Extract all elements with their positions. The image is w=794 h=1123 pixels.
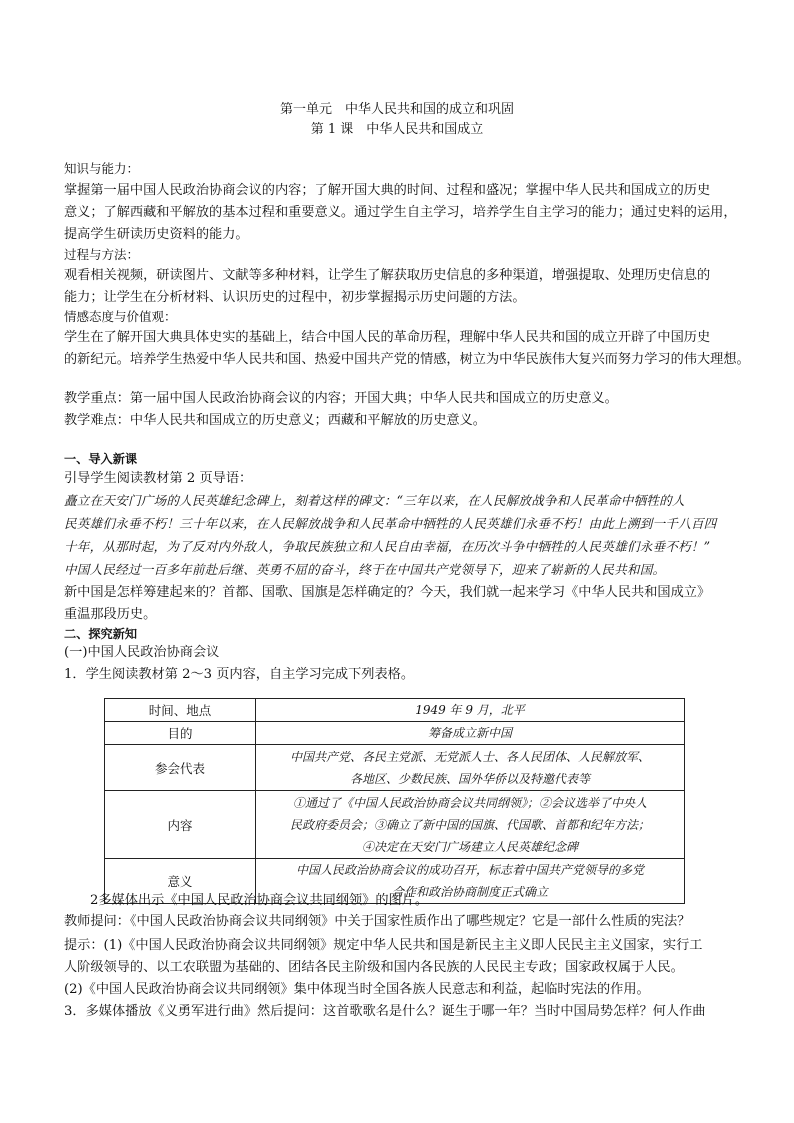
key-points: 教学重点：第一届中国人民政治协商会议的内容；开国大典；中华人民共和国成立的历史意义。 <box>64 391 618 406</box>
table-value-line: 1949 年 9 月，北平 <box>415 703 525 717</box>
attitude-line: 学生在了解开国大典具体史实的基础上，结合中国人民的革命历程，理解中华人民共和国的成立开辟了中国历史 <box>64 330 711 345</box>
table-value <box>256 745 685 791</box>
hint-line: 提示：(1)《中国人民政治协商会议共同纲领》规定中华人民共和国是新民主主义即人民民主主义国家，实行工 <box>64 938 703 953</box>
knowledge-label: 知识与能力： <box>64 161 140 176</box>
task1: 1．学生阅读教材第 2～3 页内容，自主学习完成下列表格。 <box>64 667 415 682</box>
section2-heading: 二、探究新知 <box>64 627 138 641</box>
knowledge-line: 掌握第一届中国人民政治协商会议的内容；了解开国大典的时间、过程和盛况；掌握中华人民共和国成立的历史 <box>64 183 711 198</box>
difficult-points: 教学难点：中华人民共和国成立的历史意义；西藏和平解放的历史意义。 <box>64 413 486 428</box>
hint-line: 人阶级领导的、以工农联盟为基础的、团结各民主阶级和国内各民族的人民民主专政；国家政权属于人民。 <box>64 960 684 975</box>
question-line: 重温那段历史。 <box>64 607 157 622</box>
table-value <box>256 699 685 722</box>
section1-heading: 一、导入新课 <box>64 452 138 466</box>
teacher-question: 教师提问：《中国人民政治协商会议共同纲领》中关于国家性质作出了哪些规定？它是一部什么性质的宪法？ <box>64 914 691 929</box>
process-line: 能力；让学生在分析材料、认识历史的过程中，初步掌握揭示历史问题的方法。 <box>64 290 526 305</box>
knowledge-line: 提高学生研读历史资料的能力。 <box>64 227 249 242</box>
table-row <box>105 699 685 722</box>
table-row <box>105 745 685 791</box>
quote-line: 中国人民经过一百多年前赴后继、英勇不屈的奋斗，终于在中国共产党领导下，迎来了崭新的人民共和国。 <box>64 562 666 577</box>
table-value-line: 民政府委员会；③确立了新中国的国旗、代国歌、首都和纪年方法； <box>289 817 650 832</box>
knowledge-line: 意义；了解西藏和平解放的基本过程和重要意义。通过学生自主学习，培养学生自主学习的能力；通过史料的运用， <box>64 205 737 220</box>
process-line: 观看相关视频，研读图片、文献等多种材料，让学生了解获取历史信息的多种渠道，增强提取、处理历史信息的 <box>64 268 711 283</box>
task2: 2多媒体出示《中国人民政治协商会议共同纲领》的图片。 <box>90 893 429 908</box>
table-value-line: ①通过了《中国人民政治协商会议共同纲领》；②会议选举了中央人 <box>292 795 647 810</box>
unit-title: 第一单元 中华人民共和国的成立和巩固 <box>279 102 514 117</box>
table-key: 意义 <box>105 859 256 904</box>
table-key: 参会代表 <box>105 745 256 791</box>
question-line: 新中国是怎样筹建起来的？首都、国歌、国旗是怎样确定的？今天，我们就一起来学习《中华人民共和国成立》 <box>64 585 711 600</box>
section1-intro: 引导学生阅读教材第 2 页导语： <box>64 471 253 486</box>
info-table <box>104 698 685 904</box>
table-key: 目的 <box>105 722 256 745</box>
table-value <box>256 722 685 745</box>
hint2: (2)《中国人民政治协商会议共同纲领》集中体现当时全国各族人民意志和利益，起临时宪法的作用。 <box>64 982 650 997</box>
table-row <box>105 722 685 745</box>
process-label: 过程与方法： <box>64 247 140 262</box>
table-value-line: 筹备成立新中国 <box>427 726 512 740</box>
table-key: 内容 <box>105 791 256 859</box>
quote-line: 矗立在天安门广场的人民英雄纪念碑上，刻着这样的碑文：“三年以来，在人民解放战争和人民革命中牺牲的人 <box>64 493 685 508</box>
lesson-title: 第 1 课 中华人民共和国成立 <box>310 122 484 137</box>
table-value-line: 合作和政治协商制度正式确立 <box>391 885 548 899</box>
task3: 3．多媒体播放《义勇军进行曲》然后提问：这首歌歌名是什么？诞生于哪一年？当时中国局势怎样？何人作曲 <box>64 1004 706 1019</box>
quote-line: 十年，从那时起，为了反对内外敌人，争取民族独立和人民自由幸福，在历次斗争中牺牲的人民英雄们永垂不朽！” <box>64 539 711 554</box>
table-value-line: 各地区、少数民族、国外华侨以及特邀代表等 <box>349 771 590 786</box>
attitude-label: 情感态度与价值观： <box>64 309 177 324</box>
table-key: 时间、地点 <box>105 699 256 722</box>
table-value-line: ④决定在天安门广场建立人民英雄纪念碑 <box>361 839 578 854</box>
table-value-line: 中国共产党、各民主党派、无党派人士、各人民团体、人民解放军、 <box>289 749 650 764</box>
quote-line: 民英雄们永垂不朽！三十年以来，在人民解放战争和人民革命中牺牲的人民英雄们永垂不朽！由此上溯到一千八百四 <box>64 516 717 531</box>
table-value <box>256 791 685 859</box>
subsection-title: (一)中国人民政治协商会议 <box>64 645 220 660</box>
table-value-line: 中国人民政治协商会议的成功召开，标志着中国共产党领导的多党 <box>295 863 644 877</box>
table-row <box>105 791 685 859</box>
attitude-line: 的新纪元。培养学生热爱中华人民共和国、热爱中国共产党的情感，树立为中华民族伟大复兴而努力学习的伟大理想。 <box>64 352 750 367</box>
